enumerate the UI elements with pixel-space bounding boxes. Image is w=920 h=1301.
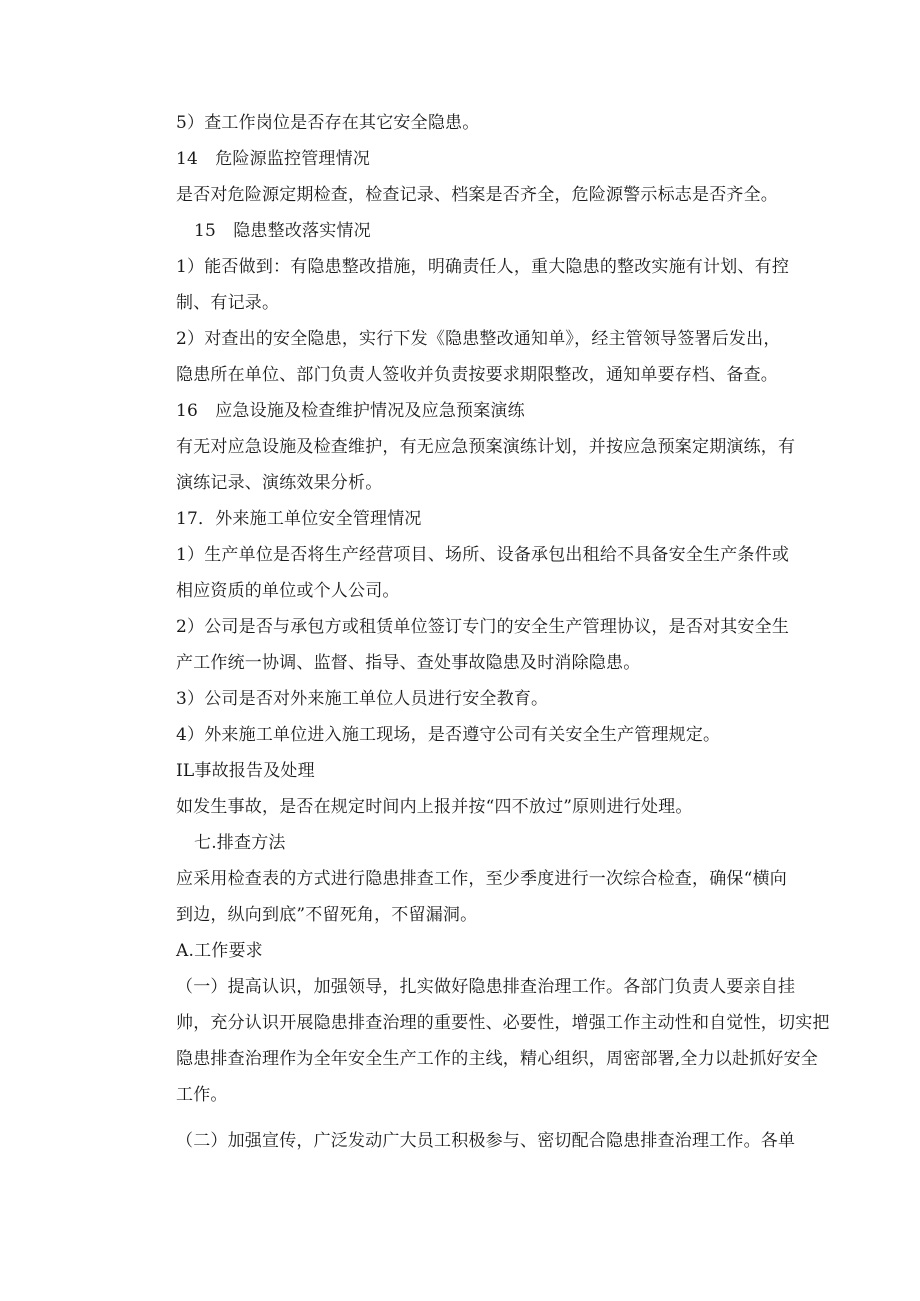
item-15-2-line-1: 2）对查出的安全隐患，实行下发《隐患整改通知单》，经主管领导签署后发出， [176, 329, 781, 349]
item-17-1-line-1: 1）生产单位是否将生产经营项目、场所、设备承包出租给不具备安全生产条件或 [176, 545, 790, 565]
section-14-text: 是否对危险源定期检查，检查记录、档案是否齐全，危险源警示标志是否齐全。 [176, 185, 778, 205]
item-15-2-line-2: 隐患所在单位、部门负责人签收并负责按要求期限整改，通知单要存档、备查。 [176, 365, 778, 385]
section-accident-heading: IL事故报告及处理 [176, 761, 315, 781]
section-a-heading: A.工作要求 [176, 941, 263, 961]
requirement-1-line-1: （一）提高认识，加强领导，扎实做好隐患排查治理工作。各部门负责人要亲自挂 [176, 977, 796, 997]
item-17-2-line-1: 2）公司是否与承包方或租赁单位签订专门的安全生产管理协议，是否对其安全生 [176, 617, 790, 637]
section-17-heading: 17．外来施工单位安全管理情况 [176, 509, 422, 529]
requirement-2-line-1: （二）加强宣传，广泛发动广大员工积极参与、密切配合隐患排查治理工作。各单 [176, 1131, 796, 1151]
item-15-1-line-2: 制、有记录。 [176, 293, 280, 313]
section-7-heading: 七.排查方法 [194, 833, 286, 853]
section-15-heading: 15 隐患整改落实情况 [194, 221, 371, 241]
section-16-heading: 16 应急设施及检查维护情况及应急预案演练 [176, 401, 525, 421]
section-7-text-line-2: 到边，纵向到底”不留死角，不留漏洞。 [176, 905, 478, 925]
requirement-1-line-3: 隐患排查治理作为全年安全生产工作的主线，精心组织，周密部署,全力以赴抓好安全 [176, 1049, 819, 1069]
item-17-4: 4）外来施工单位进入施工现场，是否遵守公司有关安全生产管理规定。 [176, 725, 721, 745]
item-15-1-line-1: 1）能否做到：有隐患整改措施，明确责任人，重大隐患的整改实施有计划、有控 [176, 257, 790, 277]
item-17-1-line-2: 相应资质的单位或个人公司。 [176, 581, 400, 601]
section-accident-text: 如发生事故，是否在规定时间内上报并按“四不放过”原则进行处理。 [176, 797, 693, 817]
requirement-1-line-4: 工作。 [176, 1085, 228, 1105]
section-16-text-line-2: 演练记录、演练效果分析。 [176, 473, 383, 493]
item-17-3: 3）公司是否对外来施工单位人员进行安全教育。 [176, 689, 549, 709]
requirement-1-line-2: 帅，充分认识开展隐患排查治理的重要性、必要性，增强工作主动性和自觉性，切实把 [176, 1013, 830, 1033]
section-16-text-line-1: 有无对应急设施及检查维护，有无应急预案演练计划，并按应急预案定期演练，有 [176, 437, 796, 457]
item-17-2-line-2: 产工作统一协调、监督、指导、查处事故隐患及时消除隐患。 [176, 653, 641, 673]
item-5-check-post: 5）查工作岗位是否存在其它安全隐患。 [176, 113, 480, 133]
section-14-heading: 14 危险源监控管理情况 [176, 149, 371, 169]
section-7-text-line-1: 应采用检查表的方式进行隐患排查工作，至少季度进行一次综合检查，确保“横向 [176, 869, 787, 889]
